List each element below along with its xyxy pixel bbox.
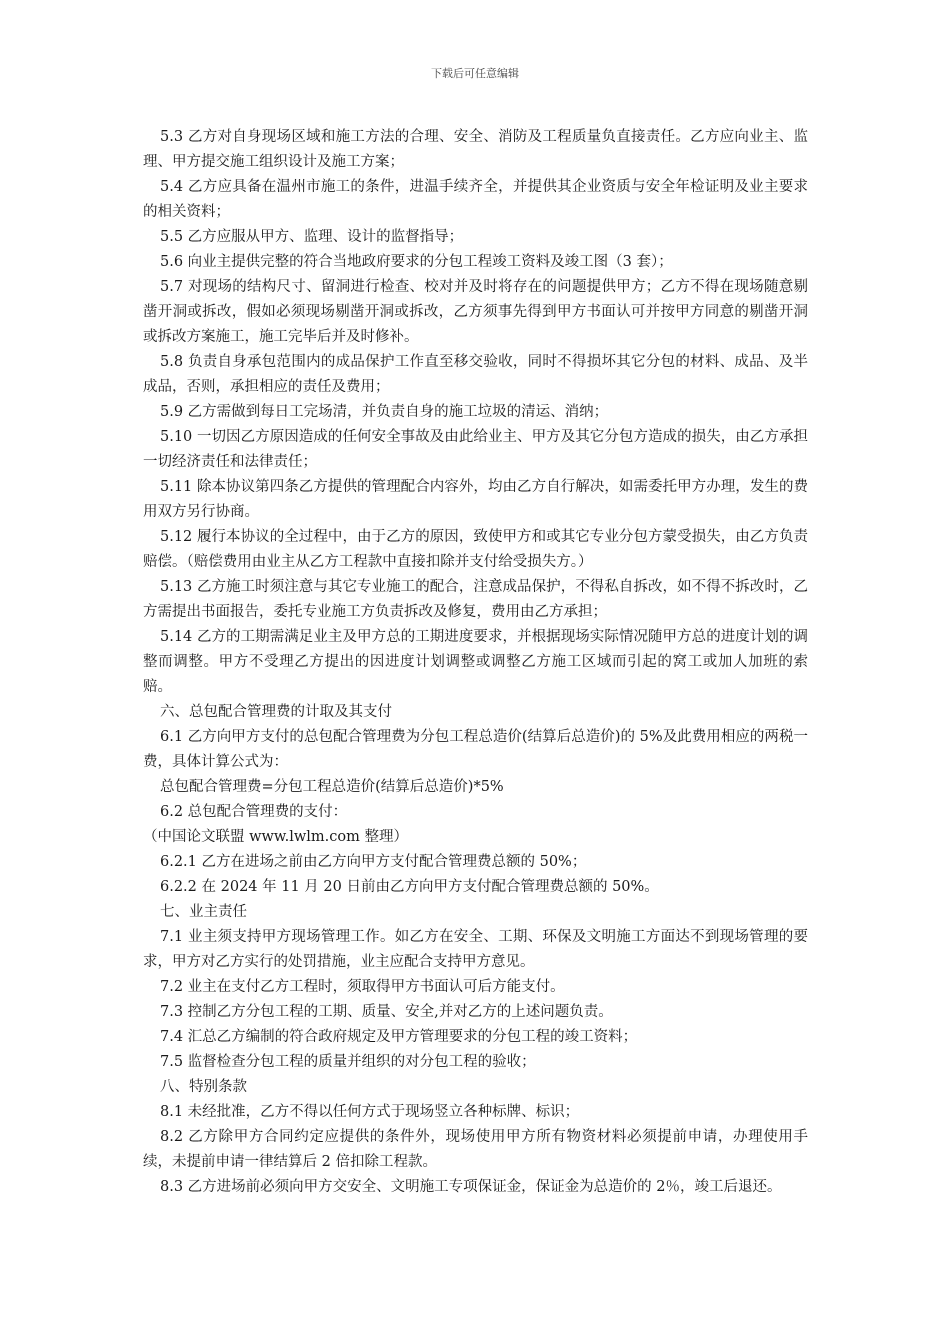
paragraph-8-1: 8.1 未经批准，乙方不得以任何方式于现场竖立各种标牌、标识； [160, 1104, 580, 1120]
paragraph-5-13: 5.13 乙方施工时须注意与其它专业施工的配合，注意成品保护，不得私自拆改，如不得不拆改时，乙方需提出书面报告，委托专业施工方负责拆改及修复，费用由乙方承担； [143, 579, 808, 620]
paragraph-7-4: 7.4 汇总乙方编制的符合政府规定及甲方管理要求的分包工程的竣工资料； [160, 1029, 638, 1045]
page-header: 下载后可任意编辑 [431, 67, 519, 80]
paragraph-5-3: 5.3 乙方对自身现场区域和施工方法的合理、安全、消防及工程质量负直接责任。乙方应向业主、监理、甲方提交施工组织设计及施工方案； [143, 129, 808, 170]
paragraph-5-11: 5.11 除本协议第四条乙方提供的管理配合内容外，均由乙方自行解决，如需委托甲方办理，发生的费用双方另行协商。 [143, 479, 808, 520]
section-heading-8: 八、特别条款 [160, 1079, 247, 1095]
paragraph-5-5: 5.5 乙方应服从甲方、监理、设计的监督指导； [160, 229, 464, 245]
paragraph-5-6: 5.6 向业主提供完整的符合当地政府要求的分包工程竣工资料及竣工图（3 套）； [160, 254, 673, 270]
paragraph-5-9: 5.9 乙方需做到每日工完场清，并负责自身的施工垃圾的清运、消纳； [160, 404, 609, 420]
formula-line: 总包配合管理费=分包工程总造价(结算后总造价)*5% [160, 779, 504, 795]
paragraph-5-8: 5.8 负责自身承包范围内的成品保护工作直至移交验收，同时不得损坏其它分包的材料、成品、及半成品，否则，承担相应的责任及费用； [143, 354, 808, 395]
paragraph-6-2-1: 6.2.1 乙方在进场之前由乙方向甲方支付配合管理费总额的 50%； [160, 854, 587, 870]
paragraph-7-2: 7.2 业主在支付乙方工程时，须取得甲方书面认可后方能支付。 [160, 979, 565, 995]
paragraph-5-7: 5.7 对现场的结构尺寸、留洞进行检查、校对并及时将存在的问题提供甲方；乙方不得在现场随意剔凿开洞或拆改，假如必须现场剔凿开洞或拆改，乙方须事先得到甲方书面认可并按甲方同意的剔凿开洞或拆改方案施工，施工完毕后并及时修补。 [143, 279, 808, 345]
paragraph-5-10: 5.10 一切因乙方原因造成的任何安全事故及由此给业主、甲方及其它分包方造成的损失，由乙方承担一切经济责任和法律责任； [143, 429, 808, 470]
paragraph-6-2: 6.2 总包配合管理费的支付： [160, 804, 348, 820]
section-heading-6: 六、总包配合管理费的计取及其支付 [160, 704, 392, 720]
section-heading-7: 七、业主责任 [160, 904, 247, 920]
paragraph-6-2-2: 6.2.2 在 2024 年 11 月 20 日前由乙方向甲方支付配合管理费总额的 50%。 [160, 879, 659, 895]
paragraph-6-1: 6.1 乙方向甲方支付的总包配合管理费为分包工程总造价(结算后总造价)的 5%及此费用相应的两税一费，具体计算公式为： [143, 729, 808, 770]
paragraph-5-14: 5.14 乙方的工期需满足业主及甲方总的工期进度要求，并根据现场实际情况随甲方总的进度计划的调整而调整。甲方不受理乙方提出的因进度计划调整或调整乙方施工区域而引起的窝工或加人加班的索赔。 [143, 629, 808, 695]
paragraph-5-4: 5.4 乙方应具备在温州市施工的条件，进温手续齐全，并提供其企业资质与安全年检证明及业主要求的相关资料； [143, 179, 808, 220]
document-body [143, 125, 808, 1200]
source-note: （中国论文联盟 www.lwlm.com 整理） [143, 829, 408, 845]
paragraph-7-1: 7.1 业主须支持甲方现场管理工作。如乙方在安全、工期、环保及文明施工方面达不到现场管理的要求，甲方对乙方实行的处罚措施，业主应配合支持甲方意见。 [143, 929, 808, 970]
paragraph-8-3: 8.3 乙方进场前必须向甲方交安全、文明施工专项保证金，保证金为总造价的 2％，竣工后退还。 [160, 1179, 782, 1195]
paragraph-5-12: 5.12 履行本协议的全过程中，由于乙方的原因，致使甲方和或其它专业分包方蒙受损失，由乙方负责赔偿。（赔偿费用由业主从乙方工程款中直接扣除并支付给受损失方。） [143, 529, 808, 570]
paragraph-8-2: 8.2 乙方除甲方合同约定应提供的条件外，现场使用甲方所有物资材料必须提前申请，办理使用手续，未提前申请一律结算后 2 倍扣除工程款。 [143, 1129, 808, 1170]
paragraph-7-5: 7.5 监督检查分包工程的质量并组织的对分包工程的验收； [160, 1054, 536, 1070]
paragraph-7-3: 7.3 控制乙方分包工程的工期、质量、安全,并对乙方的上述问题负责。 [160, 1004, 613, 1020]
